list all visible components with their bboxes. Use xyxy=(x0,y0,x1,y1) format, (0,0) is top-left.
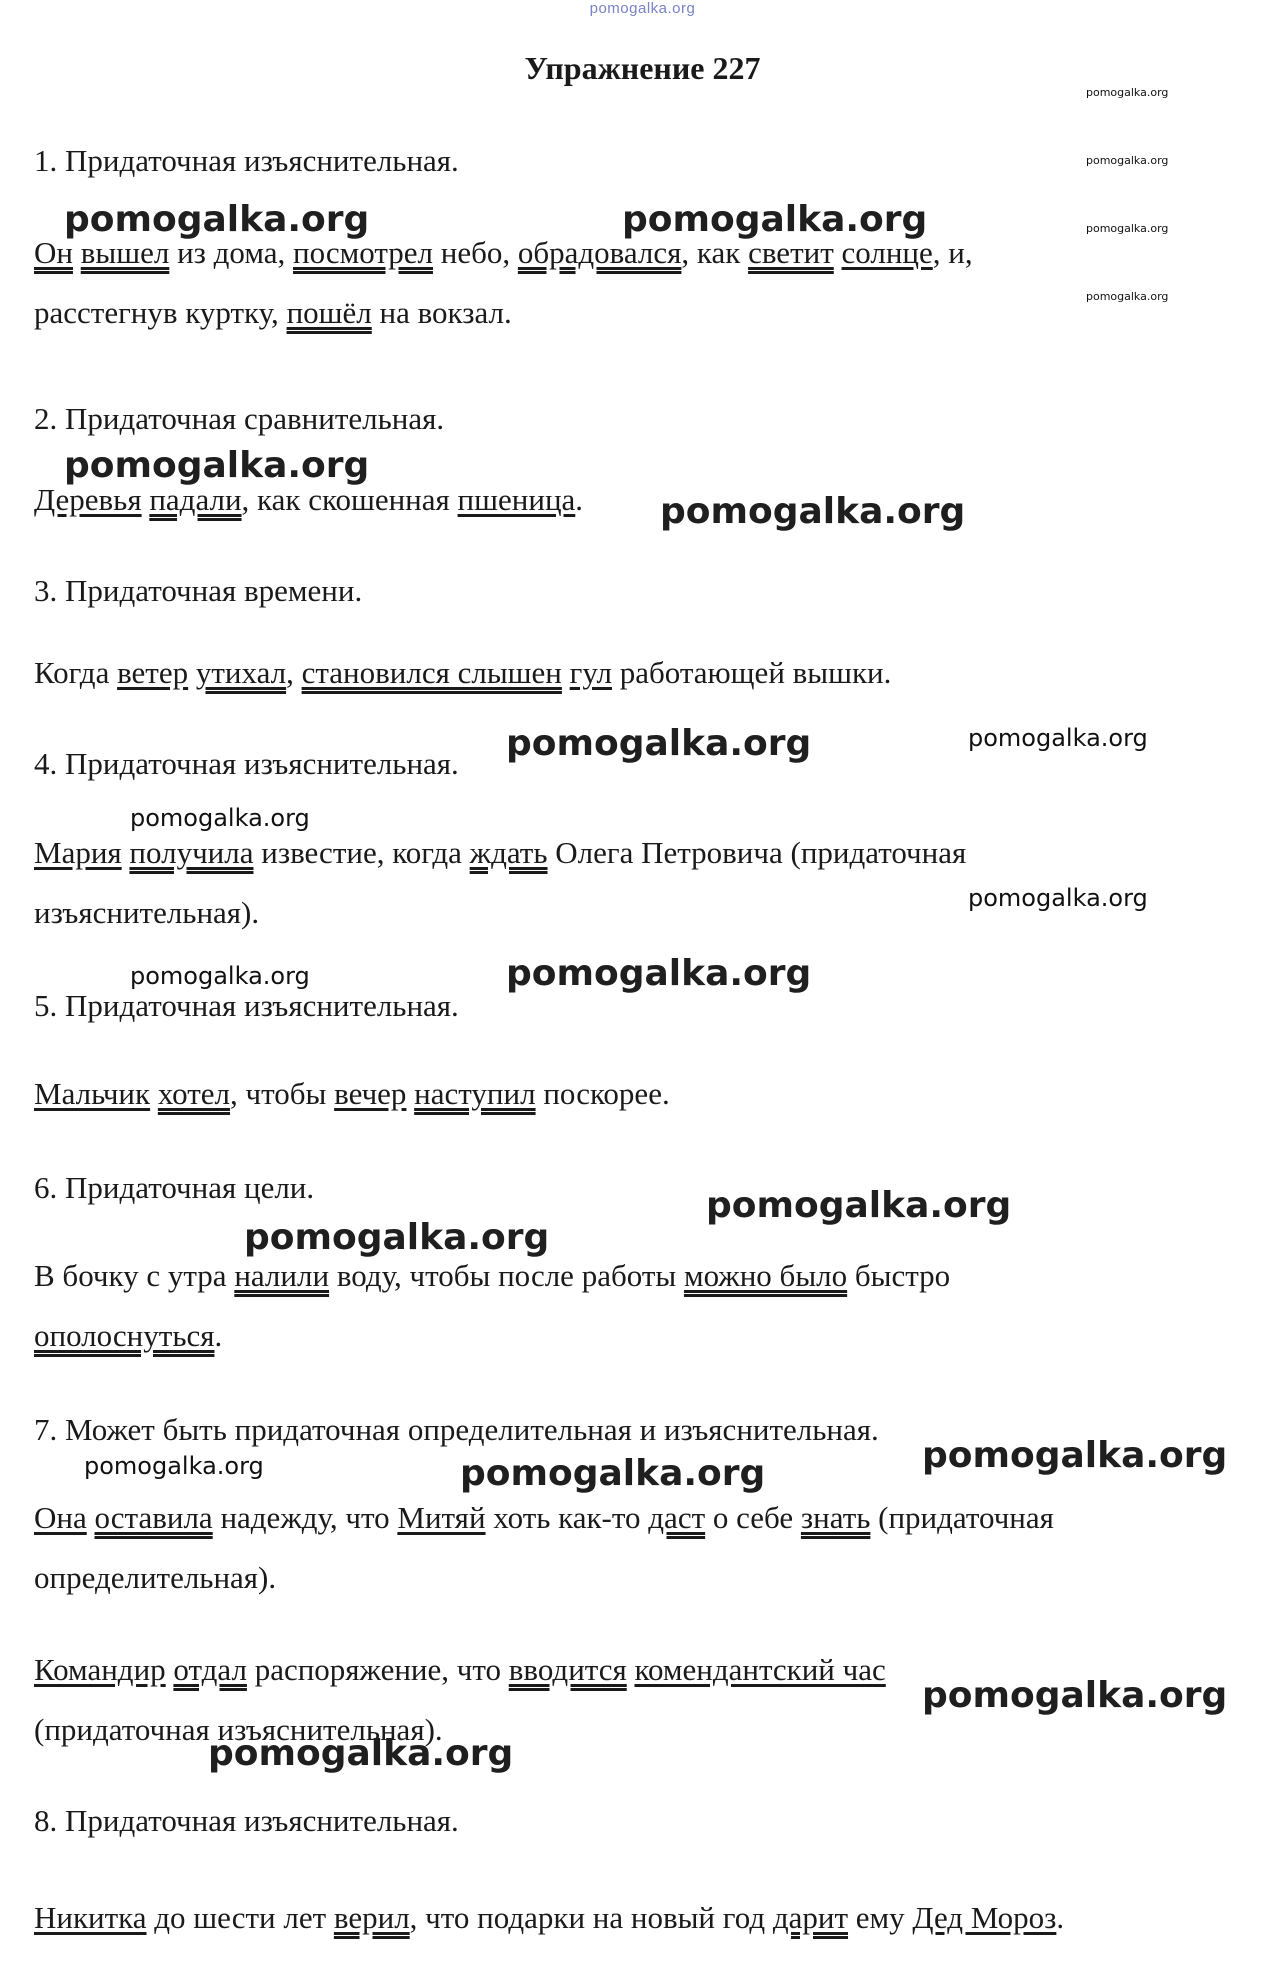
sentence-line xyxy=(34,835,966,871)
watermark: pomogalka.org xyxy=(922,1435,1228,1476)
sentence-text: до шести лет xyxy=(146,1900,334,1935)
sentence-text: воду, чтобы после работы xyxy=(329,1258,684,1293)
watermark: pomogalka.org xyxy=(64,445,370,486)
sentence-line xyxy=(34,1652,886,1688)
item-heading-1: 1. Придаточная изъяснительная. xyxy=(34,143,459,178)
sentence-line xyxy=(34,482,583,518)
watermark: pomogalka.org xyxy=(968,724,1148,752)
subject-word: ветер xyxy=(117,655,189,690)
sentence-text: Олега Петровича (придаточная xyxy=(547,835,967,870)
watermark: pomogalka.org xyxy=(1086,86,1169,99)
predicate-word: пошёл xyxy=(286,295,372,330)
sentence-text: . xyxy=(1056,1900,1065,1935)
watermark: pomogalka.org xyxy=(660,491,966,532)
watermark: pomogalka.org xyxy=(622,199,928,240)
subject-word: вечер xyxy=(334,1076,407,1111)
subject-word: Митяй xyxy=(397,1500,486,1535)
sentence-text: поскорее. xyxy=(535,1076,670,1111)
item-heading-7: 7. Может быть придаточная определительная и изъяснительная. xyxy=(34,1412,879,1447)
predicate-word: становился слышен xyxy=(301,655,562,690)
predicate-word: оставила xyxy=(94,1500,213,1535)
sentence-text: быстро xyxy=(847,1258,951,1293)
predicate-word: можно было xyxy=(683,1258,848,1293)
sentence-text: работающей вышки. xyxy=(611,655,892,690)
sentence-line xyxy=(34,1560,276,1596)
item-heading-5: 5. Придаточная изъяснительная. xyxy=(34,988,459,1023)
sentence-text: известие, когда xyxy=(253,835,470,870)
sentence-text: о себе xyxy=(705,1500,801,1535)
watermark: pomogalka.org xyxy=(506,723,812,764)
subject-word: Мальчик xyxy=(34,1076,151,1111)
sentence-text: , как xyxy=(681,235,749,270)
sentence-text: , что подарки на новый год xyxy=(409,1900,773,1935)
watermark: pomogalka.org xyxy=(208,1733,514,1774)
sentence-text xyxy=(87,1500,95,1535)
sentence-text: , чтобы xyxy=(230,1076,335,1111)
predicate-word: хотел xyxy=(157,1076,231,1111)
sentence-text: Когда xyxy=(34,655,118,690)
watermark: pomogalka.org xyxy=(130,962,310,990)
predicate-word: утихал xyxy=(195,655,287,690)
sentence-line xyxy=(34,235,973,271)
subject-word: комендантский час xyxy=(634,1652,886,1687)
sentence-line xyxy=(34,1258,950,1294)
watermark: pomogalka.org xyxy=(1086,154,1169,167)
top-watermark: pomogalka.org xyxy=(589,0,696,17)
predicate-word: отдал xyxy=(173,1652,247,1687)
sentence-line xyxy=(34,1500,1054,1536)
predicate-word: даст xyxy=(648,1500,706,1535)
sentence-text: В бочку с утра xyxy=(34,1258,235,1293)
item-heading-4: 4. Придаточная изъяснительная. xyxy=(34,746,459,781)
sentence-text: . xyxy=(214,1318,223,1353)
sentence-line xyxy=(34,1076,670,1112)
predicate-word: Он xyxy=(34,235,73,270)
watermark: pomogalka.org xyxy=(922,1675,1228,1716)
predicate-word: обрадовался xyxy=(517,235,682,270)
sentence-text xyxy=(150,1076,158,1111)
subject-word: Деревья xyxy=(34,482,142,517)
watermark: pomogalka.org xyxy=(1086,290,1169,303)
sentence-text xyxy=(406,1076,414,1111)
sentence-line xyxy=(34,655,891,691)
page-title: Упражнение 227 xyxy=(524,50,761,86)
sentence-text xyxy=(562,655,570,690)
sentence-text: небо, xyxy=(432,235,518,270)
predicate-word: вводится xyxy=(508,1652,627,1687)
sentence-text xyxy=(188,655,196,690)
sentence-text: ему xyxy=(848,1900,913,1935)
sentence-line xyxy=(34,895,259,931)
sentence-line xyxy=(34,1900,1064,1936)
sentence-text: распоряжение, что xyxy=(246,1652,509,1687)
subject-word: гул xyxy=(569,655,612,690)
predicate-word: наступил xyxy=(414,1076,536,1111)
sentence-text: надежду, что xyxy=(212,1500,398,1535)
sentence-text: хоть как-то xyxy=(485,1500,649,1535)
sentence-text: , и, xyxy=(932,235,973,270)
predicate-word: вышел xyxy=(80,235,170,270)
item-heading-6: 6. Придаточная цели. xyxy=(34,1170,315,1205)
predicate-word: ополоснуться xyxy=(34,1318,215,1353)
watermark: pomogalka.org xyxy=(1086,222,1169,235)
subject-word: Она xyxy=(34,1500,87,1535)
predicate-word: ждать xyxy=(469,835,548,870)
watermark: pomogalka.org xyxy=(506,953,812,994)
predicate-word: дарит xyxy=(772,1900,849,1935)
sentence-text: (придаточная xyxy=(870,1500,1054,1535)
sentence-text: изъяснительная). xyxy=(34,895,260,930)
watermark: pomogalka.org xyxy=(706,1185,1012,1226)
subject-word: Никитка xyxy=(34,1900,147,1935)
sentence-line xyxy=(34,1318,222,1354)
predicate-word: падали xyxy=(149,482,242,517)
predicate-word: посмотрел xyxy=(293,235,433,270)
watermark: pomogalka.org xyxy=(460,1453,766,1494)
sentence-text xyxy=(73,235,81,270)
predicate-word: знать xyxy=(800,1500,871,1535)
sentence-text xyxy=(834,235,842,270)
subject-word: Дед Мороз xyxy=(912,1900,1057,1935)
subject-word: Командир xyxy=(34,1652,166,1687)
watermark: pomogalka.org xyxy=(130,804,310,832)
item-heading-8: 8. Придаточная изъяснительная. xyxy=(34,1803,459,1838)
sentence-text: определительная). xyxy=(34,1560,277,1595)
predicate-word: получила xyxy=(129,835,254,870)
subject-word: Мария xyxy=(34,835,122,870)
sentence-text: , xyxy=(286,655,302,690)
sentence-text: из дома, xyxy=(169,235,293,270)
subject-word: солнце xyxy=(841,235,933,270)
item-heading-2: 2. Придаточная сравнительная. xyxy=(34,401,445,436)
predicate-word: светит xyxy=(748,235,834,270)
subject-word: пшеница xyxy=(457,482,576,517)
sentence-text: на вокзал. xyxy=(371,295,512,330)
sentence-text: , как скошенная xyxy=(241,482,458,517)
sentence-text: . xyxy=(575,482,584,517)
sentence-text: (придаточная изъяснительная). xyxy=(34,1712,443,1747)
watermark: pomogalka.org xyxy=(84,1452,264,1480)
sentence-text: расстегнув куртку, xyxy=(34,295,287,330)
watermark: pomogalka.org xyxy=(968,884,1148,912)
sentence-line xyxy=(34,295,512,331)
item-heading-3: 3. Придаточная времени. xyxy=(34,573,363,608)
watermark: pomogalka.org xyxy=(244,1217,550,1258)
watermark: pomogalka.org xyxy=(64,199,370,240)
predicate-word: верил xyxy=(333,1900,410,1935)
predicate-word: налили xyxy=(234,1258,330,1293)
